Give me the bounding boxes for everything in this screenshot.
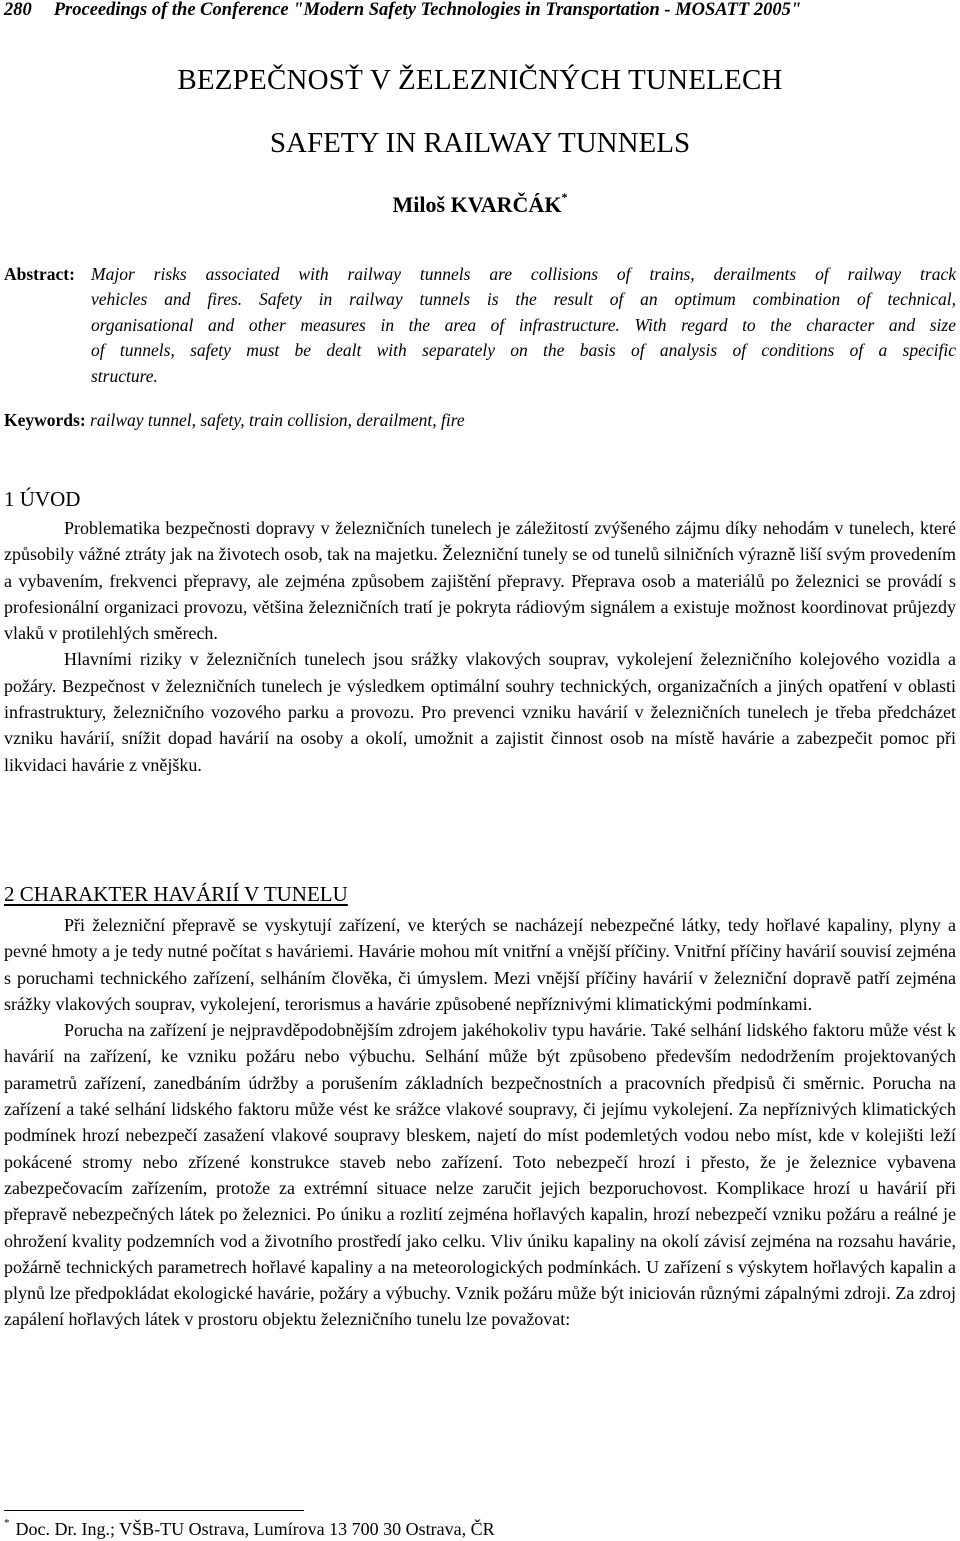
author-footnote-marker: * [561,190,568,204]
abstract-label: Abstract: [4,264,75,284]
running-header [4,0,801,21]
abstract-line-1: Abstract: Major risks associated with railway tunnels are collisions of trains, derailments of railway track [4,262,956,287]
paragraph: Při železniční přepravě se vyskytují zařízení, ve kterých se nacházejí nebezpečné látky, tedy hořlavé kapaliny, plyny a pevné hmoty a je tedy nutné počítat s haváriemi. Havárie mohou mít vnitřní a vnější příčiny. Vnitřní příčiny havárií souvisí zejména s poruchami technického zařízení, selháním člověka, či úmyslem. Mezi vnější příčiny havárií v železniční dopravě patří zejména srážky vlakových souprav, vykolejení, terorismus a havárie způsobené nepříznivými klimatickými podmínkami. [4,915,956,1014]
paragraph: Hlavními riziky v železničních tunelech jsou srážky vlakových souprav, vykolejení železničního kolejového vozidla a požáry. Bezpečnost v železničních tunelech je výsledkem optimální souhry technických, organizačních a jiných opatření v oblasti infrastruktury, železničního vozového parku a provozu. Pro prevenci vzniku havárií v železničních tunelech je třeba předcházet vzniku havárií, snížit dopad havárií na osoby a okolí, umožnit a zajistit činnost osob na místě havárie a zabezpečit pomoc při likvidaci havárie z vnějšku. [4,649,956,775]
keywords-text: railway tunnel, safety, train collision, derailment, fire [90,410,465,430]
section-heading-intro: 1 ÚVOD [4,487,81,511]
title-czech: BEZPEČNOSŤ V ŽELEZNIČNÝCH TUNELECH [177,64,783,96]
page-number: 280 [4,0,32,20]
section-body-accidents [4,912,956,1333]
abstract-line-3: organisational and other measures in the area of infrastructure. With regard to the character and size [91,314,956,335]
footnote-text: Doc. Dr. Ing.; VŠB-TU Ostrava, Lumírova 13 700 30 Ostrava, ČR [15,1519,495,1539]
author [0,190,960,218]
paragraph: Problematika bezpečnosti dopravy v železničních tunelech je záležitostí zvýšeného zájmu díky nehodám v tunelech, které způsobily vážné ztráty jak na životech osob, tak na majetku. Železniční tunely se od tunelů silničních výrazně liší svým provedením a vybavením, frekvenci přepravy, ale zejména způsobem zajištění přepravy. Přeprava osob a materiálů po železnici se provádí s profesionální organizaci provozu, většina železničních tratí je pokryta rádiovým signálem a existuje možnost koordinovat průjezdy vlaků v protilehlých směrech. [4,518,956,644]
section-heading-accidents: 2 CHARAKTER HAVÁRIÍ V TUNELU [4,882,348,906]
abstract [4,262,956,389]
paragraph: Porucha na zařízení je nejpravděpodobnějším zdrojem jakéhokoliv typu havárie. Také selhání lidského faktoru může vést k havárií na zařízení, ke vzniku požáru nebo výbuchu. Selhání může být způsobeno především nedodržením projektovaných parametrů zařízení, zanedbáním údržby a porušením základních bezpečnostních a pracovních předpisů či směrnic. Porucha na zařízení a také selhání lidského faktoru může vést ke srážce vlakové soupravy, či jejímu vykolejení. Za nepříznivých klimatických podmínek hrozí nebezpečí zasažení vlakové soupravy bleskem, najetí do míst podemletých vodou nebo míst, kde v kolejišti leží pokácené stromy nebo zřízené konstrukce staveb nebo zařízení. Toto nebezpečí hrozí i přesto, že je železnice vybavena zabezpečovacím zařízením, protože za extrémní situace nelze zaručit jejich bezporuchovost. Komplikace hrozí u havárií při přepravě nebezpečných látek po železnici. Po úniku a rozlití zejména hořlavých kapalin, hrozí nebezpečí vzniku požáru a reálné je ohrožení kvality podzemních vod a životního prostředí jako celku. Vliv úniku kapaliny na okolí závisí zejména na rozsahu havárie, požárně technických parametrech hořlavé kapaliny a na meteorologických podmínkách. U zařízení s výskytem hořlavých kapalin a plynů lze předpokládat ekologické havárie, požáry a výbuchy. Vznik požáru může být iniciován různými zápalnými zdroji. Za zdroj zapálení hořlavých látek v prostoru objektu železničního tunelu lze považovat: [4,1020,956,1330]
footnote-divider [4,1510,304,1511]
abstract-line-5: structure. [91,365,158,386]
section-body-intro [4,515,956,778]
running-title: Proceedings of the Conference "Modern Safety Technologies in Transportation - MOSATT 2005" [53,0,802,20]
author-name: Miloš KVARČÁK [392,192,562,217]
footnote-marker: * [4,1517,10,1529]
keywords [4,410,956,431]
keywords-label: Keywords: [4,410,86,430]
abstract-line-2: vehicles and fires. Safety in railway tunnels is the result of an optimum combination of technical, [91,289,956,310]
abstract-line-4: of tunnels, safety must be dealt with separately on the basis of analysis of conditions of a specific [91,340,956,361]
title-english: SAFETY IN RAILWAY TUNNELS [269,127,691,159]
footnote [4,1517,495,1540]
